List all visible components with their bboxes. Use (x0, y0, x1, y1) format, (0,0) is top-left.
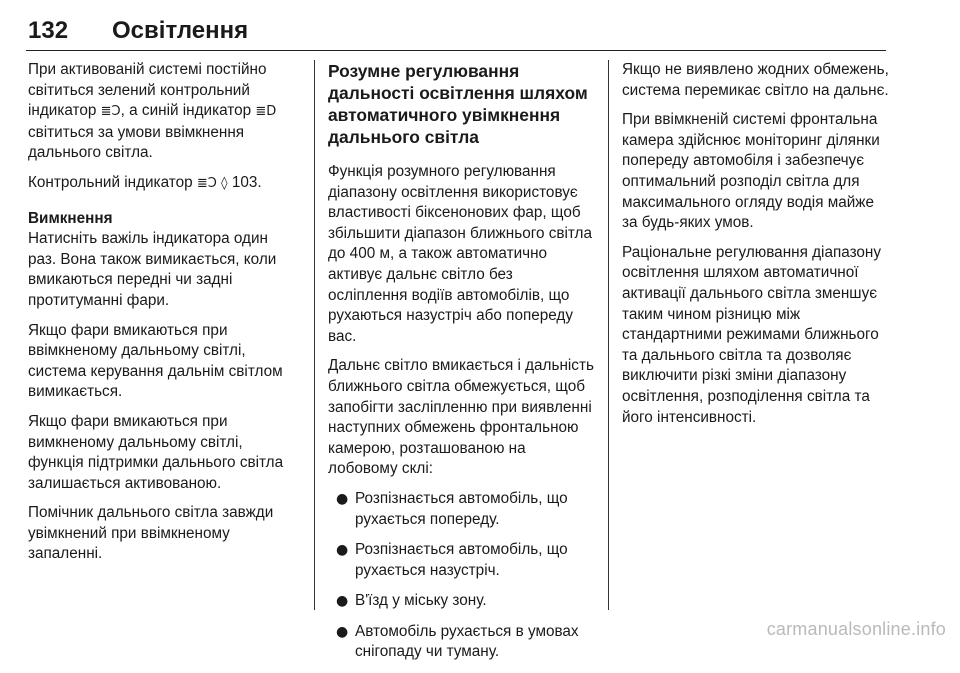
column-divider-2 (608, 60, 609, 610)
page-number: 132 (28, 17, 69, 44)
paragraph-indicator-status: При активованій системі постійно світиться зелений контрольний індикатор ≣Ɔ, а синій індикатор ≣D світиться за умови ввімкнення дальнього світла. (28, 61, 277, 162)
column-3 (622, 60, 890, 437)
paragraph-camera-monitoring: При ввімкненій системі фронтальна камера здійснює моніторинг ділянки попереду автомобіля і забезпечує оптимальний розподіл світла для максимального огляду водія майже за будь-яких умов. (622, 111, 880, 232)
list-item: ● Автомобіль рухається в умовах снігопаду чи туману. (336, 622, 579, 661)
paragraph-no-restrictions: Якщо не виявлено жодних обмежень, система перемикає світло на дальнє. (622, 61, 889, 99)
list-item: ● Розпізнається автомобіль, що рухається попереду. (336, 489, 568, 528)
list-item: ● Розпізнається автомобіль, що рухається назустріч. (336, 541, 568, 579)
paragraph-deactivation: Натисніть важіль індикатора один раз. Вона також вимикається, коли вмикаються передні чи задні протитуманні фари. (28, 230, 277, 309)
indicator-icon: ≣Ɔ (196, 175, 217, 191)
restriction-list (328, 489, 596, 663)
column-divider-1 (314, 60, 315, 610)
paragraph-restrictions: Дальнє світло вмикається і дальність ближнього світла обмежується, щоб запобігти засліпленню при виявленні наступних обмежень фронтальною камерою, розташованою на лобовому склі: (328, 357, 594, 478)
bullet-icon: ● (336, 542, 349, 559)
paragraph-indicator-reference: Контрольний індикатор ≣Ɔ ◊ 103. (28, 173, 262, 191)
bullet-icon: ● (336, 593, 349, 610)
page-reference-link[interactable]: 103. (227, 173, 262, 191)
paragraph-headlights-high-on: Якщо фари вмикаються при ввімкненому дальньому світлі, система керування дальнім світлом вимикається. (28, 321, 283, 401)
subheading-deactivation: Вимкнення (28, 209, 113, 227)
section-heading: Розумне регулювання дальності освітлення шляхом автоматичного увімкнення дальнього світла (328, 61, 588, 147)
green-indicator-icon: ≣Ɔ (100, 104, 121, 120)
bullet-icon: ● (336, 490, 349, 507)
watermark: carmanualsonline.info (766, 619, 946, 639)
column-2 (328, 60, 596, 673)
page-title: Освітлення (112, 17, 249, 44)
paragraph-function-description: Функція розумного регулювання діапазону освітлення використовує властивості біксенонових фар, щоб збільшити діапазон ближнього світла до 400 м, а також автоматично активує дальнє світло без осліплення водіїв автомобілів, що рухаються назустріч або попереду вас. (328, 163, 592, 345)
list-item: ● В'їзд у міську зону. (328, 591, 596, 612)
paragraph-headlights-high-off: Якщо фари вмикаються при вимкненому дальньому світлі, функція підтримки дальнього світла залишається активованою. (28, 412, 284, 492)
paragraph-assistant-ignition: Помічник дальнього світла завжди увімкнений при ввімкненому запаленні. (28, 504, 274, 563)
blue-indicator-icon: ≣D (255, 104, 277, 120)
header-divider (26, 50, 886, 51)
page-header (28, 14, 898, 48)
column-1 (28, 60, 300, 574)
bullet-icon: ● (336, 623, 349, 640)
page-reference-arrow-icon: ◊ (221, 175, 228, 191)
paragraph-rational-regulation: Раціональне регулювання діапазону освітлення шляхом автоматичної активації дальнього світла зменшує таким чином різницю між стандартними режимами ближнього та дальнього світла та дозволяє виключити різкі зміни діапазону освітлення, розподілення світла та його інтенсивності. (622, 243, 882, 426)
